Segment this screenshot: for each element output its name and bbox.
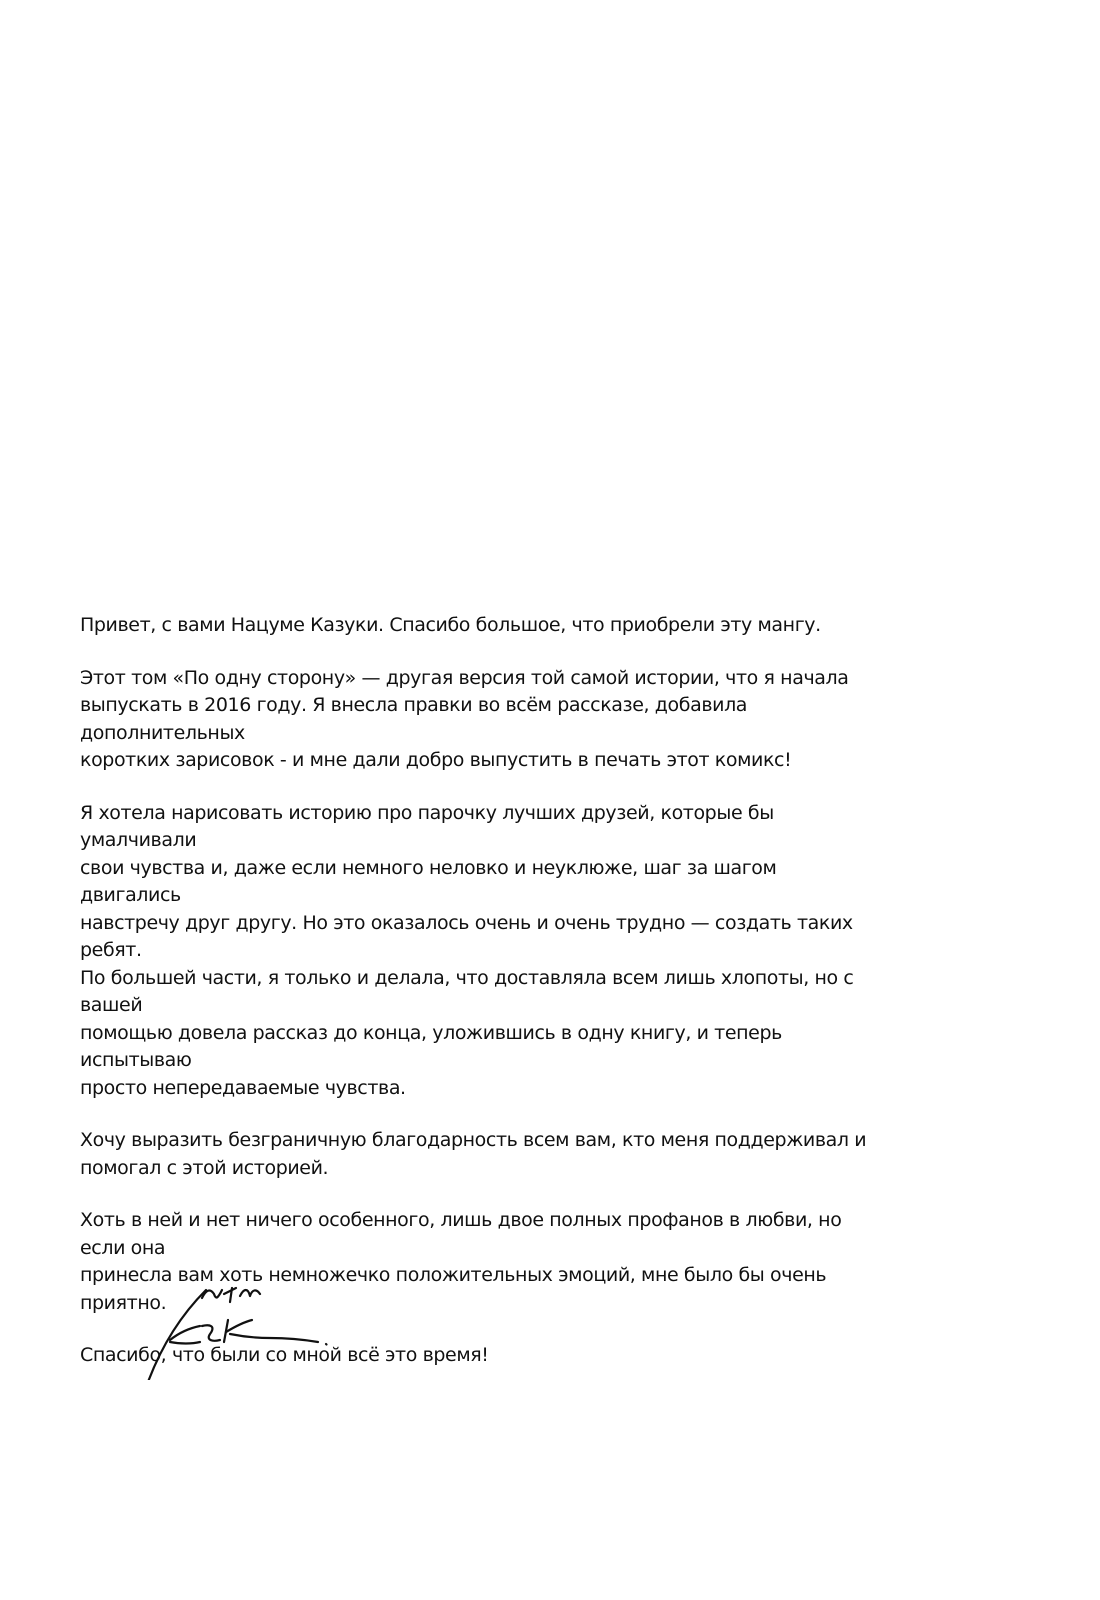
- letter-paragraph-about-volume: Этот том «По одну сторону» — другая версия той самой истории, что я начала выпускать в 2016 году. Я внесла правки во всём рассказе, добавила дополнительных коротких зарисовок - и мне дали добро выпустить в печать этот комикс!: [80, 666, 849, 771]
- letter-paragraph-greeting: Привет, с вами Нацуме Казуки. Спасибо большое, что приобрели эту мангу.: [80, 614, 821, 636]
- letter-paragraph-thanks: Спасибо, что были со мной всё это время!: [80, 1344, 489, 1366]
- letter-paragraph-hope: Хоть в ней и нет ничего особенного, лишь двое полных профанов в любви, но если она принесла вам хоть немножечко положительных эмоций, мне было бы очень приятно.: [80, 1209, 842, 1314]
- letter-paragraph-story-intent: Я хотела нарисовать историю про парочку лучших друзей, которые бы умалчивали свои чувства и, даже если немного неловко и неуклюже, шаг за шагом двигались навстречу друг другу. Но это оказалось очень и очень трудно — создать таких ребят. По большей части, я только и делала, что доставляла всем лишь хлопоты, но с вашей помощью довела рассказ до конца, уложившись в одну книгу, и теперь испытываю просто непередаваемые чувства.: [80, 801, 854, 1099]
- letter-paragraph-gratitude: Хочу выразить безграничную благодарность всем вам, кто меня поддерживал и помогал с этой историей.: [80, 1129, 867, 1179]
- handwritten-signature-icon: [140, 1270, 340, 1380]
